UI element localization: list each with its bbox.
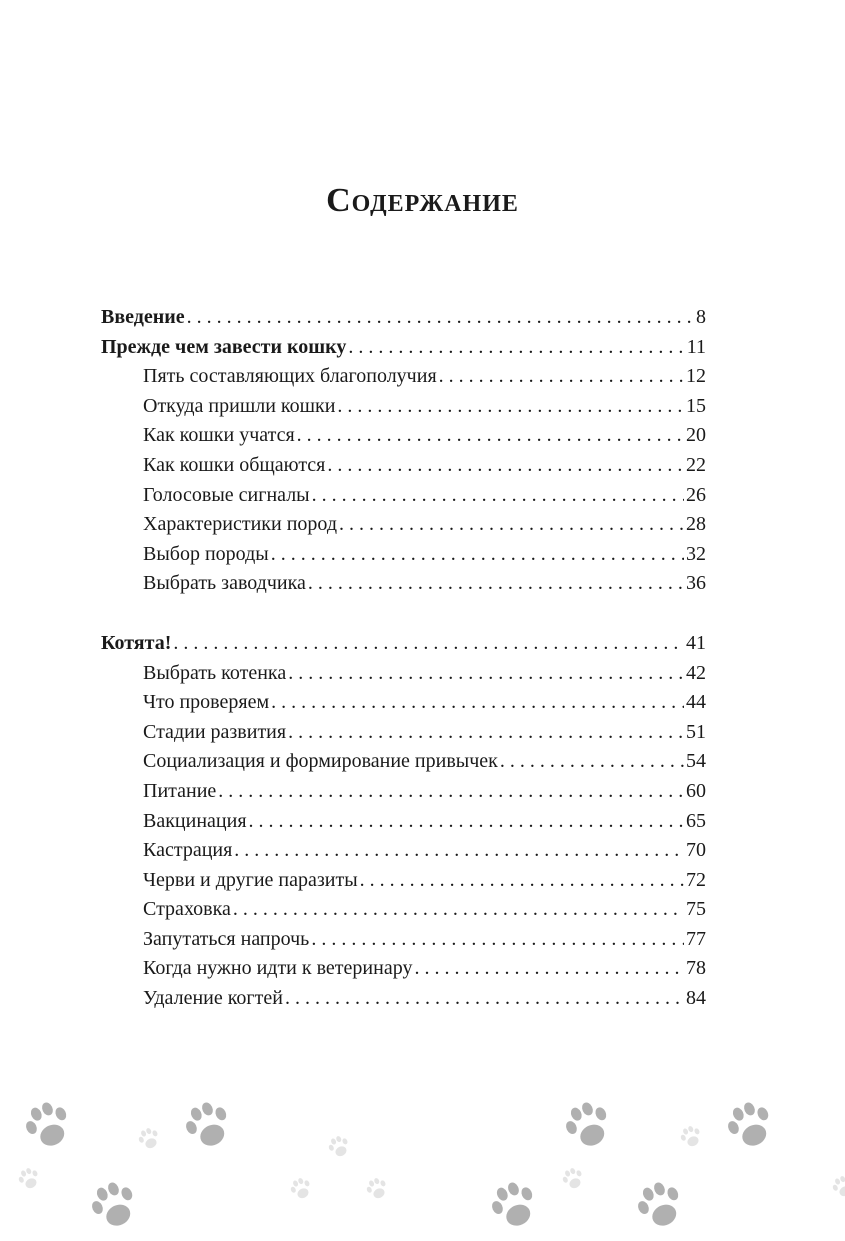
toc-page-number: 26 (686, 483, 706, 506)
toc-entry-label: Выбрать котенка (143, 661, 287, 684)
dot-leader (500, 750, 684, 773)
toc-page-number: 32 (686, 542, 706, 565)
paw-print-icon (830, 1174, 845, 1200)
toc-entry (101, 691, 706, 721)
toc-page-number: 51 (686, 720, 706, 743)
toc-entry (101, 484, 706, 514)
toc-page-number: 41 (686, 631, 706, 654)
toc-entry (101, 336, 706, 366)
toc-entry-label: Стадии развития (143, 720, 287, 743)
dot-leader (327, 454, 684, 477)
toc-page-number: 22 (686, 453, 706, 476)
toc-entry (101, 365, 706, 395)
toc-entry-label: Запутаться напрочь (143, 927, 310, 950)
toc-entry (101, 750, 706, 780)
toc-page-number: 65 (686, 809, 706, 832)
dot-leader (360, 869, 684, 892)
toc-entry-label: Удаление когтей (143, 987, 283, 1010)
toc-entry-label: Страховка (143, 898, 231, 921)
toc-page-number: 8 (696, 306, 706, 328)
toc-entry (101, 869, 706, 899)
dot-leader (285, 987, 684, 1010)
paw-print-icon (86, 1178, 142, 1234)
toc-page-number: 36 (686, 572, 706, 595)
toc-entry-label: Выбор породы (143, 542, 269, 565)
dot-leader (439, 365, 684, 388)
toc-entry-label: Черви и другие паразиты (143, 868, 358, 891)
toc-page-number: 70 (686, 839, 706, 862)
toc-entry (101, 957, 706, 987)
dot-leader (288, 721, 684, 744)
dot-leader (271, 691, 684, 714)
toc-entry (101, 306, 706, 336)
paw-print-icon (364, 1176, 390, 1202)
dot-leader (234, 839, 684, 862)
paw-print-icon (722, 1098, 778, 1154)
toc-page-number: 75 (686, 898, 706, 921)
toc-entry-label: Введение (101, 306, 185, 328)
toc-entry-label: Выбрать заводчика (143, 572, 306, 595)
toc-page-number: 15 (686, 394, 706, 417)
dot-leader (271, 543, 684, 566)
toc-entry-label: Кастрация (143, 839, 233, 862)
toc-entry-label: Что проверяем (143, 691, 270, 714)
toc-entry (101, 780, 706, 810)
toc-entry (101, 632, 706, 662)
paw-print-icon (16, 1166, 42, 1192)
toc-entry (101, 898, 706, 928)
dot-leader (233, 898, 684, 921)
dot-leader (312, 484, 684, 507)
toc-page-number: 12 (686, 365, 706, 388)
dot-leader (218, 780, 684, 803)
toc-entry (101, 662, 706, 692)
dot-leader (187, 306, 694, 329)
page-title: Содержание (326, 182, 519, 219)
toc-entry-label: Прежде чем завести кошку (101, 335, 347, 358)
paw-print-icon (288, 1176, 314, 1202)
paw-print-icon (486, 1178, 542, 1234)
toc-entry-label: Характеристики пород (143, 513, 338, 536)
toc-entry-label: Как кошки учатся (143, 424, 295, 447)
dot-leader (348, 336, 684, 359)
dot-leader (297, 424, 684, 447)
dot-leader (249, 810, 684, 833)
toc-entry-label: Питание (143, 779, 217, 802)
paw-print-icon (180, 1098, 236, 1154)
toc-page-number: 78 (686, 957, 706, 980)
paw-print-icon (136, 1126, 162, 1152)
toc-page-number: 42 (686, 661, 706, 684)
dot-leader (339, 513, 684, 536)
toc-page-number: 77 (686, 927, 706, 950)
paw-print-icon (20, 1098, 76, 1154)
toc-entry-label: Котята! (101, 631, 172, 654)
dot-leader (288, 662, 684, 685)
toc-entry (101, 987, 706, 1017)
toc-entry (101, 810, 706, 840)
toc-page-number: 60 (686, 779, 706, 802)
toc-entry (101, 395, 706, 425)
toc-entry (101, 424, 706, 454)
dot-leader (337, 395, 684, 418)
toc-page-number: 44 (686, 691, 706, 714)
toc-page-number: 11 (686, 335, 706, 358)
dot-leader (308, 572, 684, 595)
paw-print-icon (632, 1178, 688, 1234)
dot-leader (311, 928, 684, 951)
toc-entry (101, 572, 706, 602)
paw-print-icon (560, 1098, 616, 1154)
toc-entry-label: Откуда пришли кошки (143, 394, 336, 417)
toc-entry-label: Вакцинация (143, 809, 247, 832)
paw-print-icon (560, 1166, 586, 1192)
paw-print-icon (678, 1124, 704, 1150)
toc-page-number: 54 (686, 750, 706, 773)
toc-page-number: 28 (686, 513, 706, 536)
toc-page-number: 20 (686, 424, 706, 447)
toc-entry-label: Пять составляющих благополучия (143, 365, 437, 388)
toc-entry (101, 839, 706, 869)
table-of-contents (101, 306, 706, 1017)
toc-entry (101, 543, 706, 573)
toc-page-number: 72 (686, 868, 706, 891)
toc-entry-label: Когда нужно идти к ветеринару (143, 957, 413, 980)
toc-entry (101, 928, 706, 958)
dot-leader (414, 957, 684, 980)
toc-page-number: 84 (686, 987, 706, 1010)
dot-leader (173, 632, 684, 655)
paw-print-icon (326, 1134, 352, 1160)
toc-entry-label: Как кошки общаются (143, 453, 326, 476)
toc-entry (101, 454, 706, 484)
toc-entry (101, 721, 706, 751)
toc-entry-label: Социализация и формирование привычек (143, 750, 498, 773)
toc-entry-label: Голосовые сигналы (143, 483, 310, 506)
toc-entry (101, 513, 706, 543)
